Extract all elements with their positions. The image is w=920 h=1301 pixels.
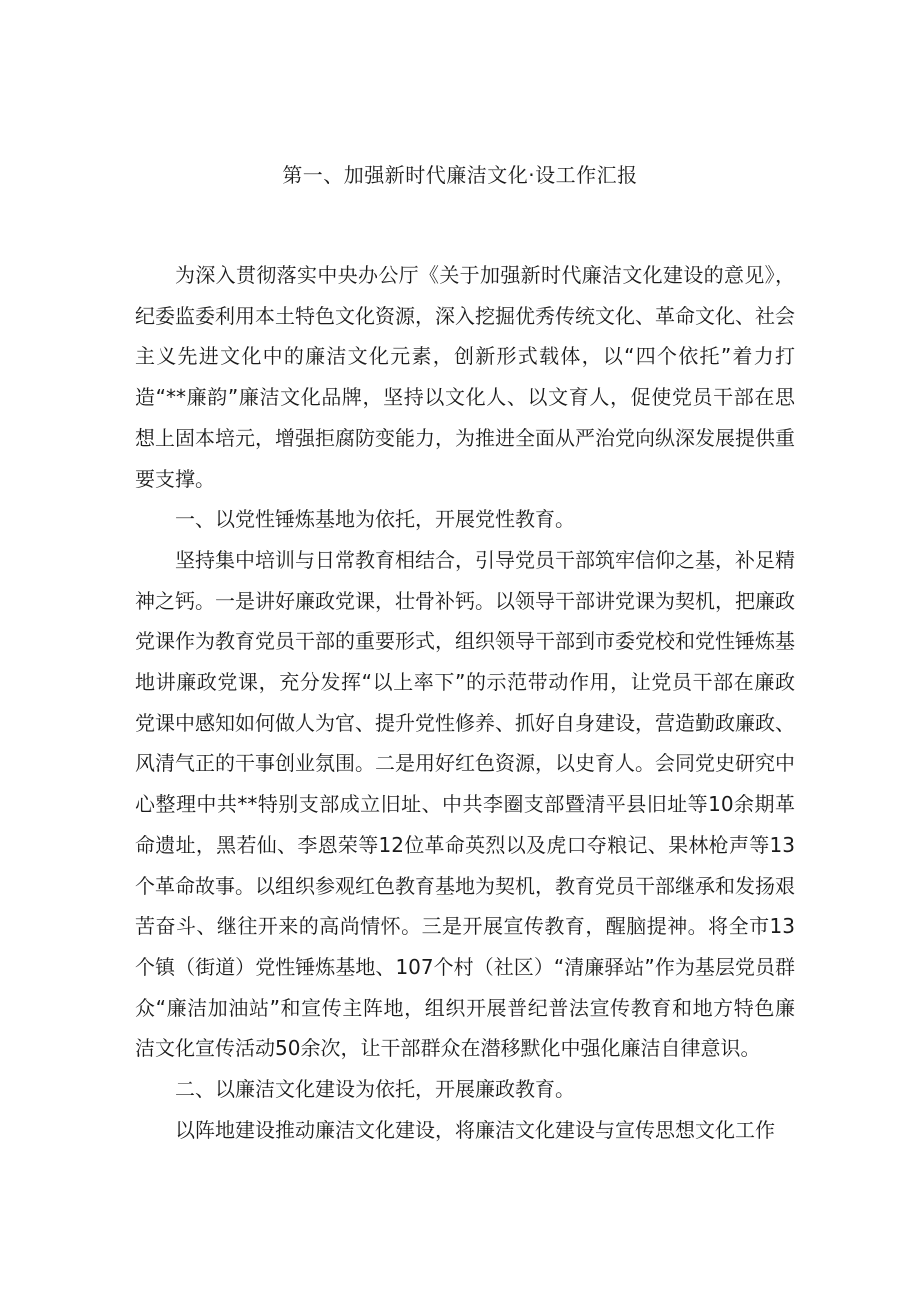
document-body: [135, 255, 795, 1150]
section-heading-2: 二、以廉洁文化建设为依托，开展廉政教育。: [175, 1077, 575, 1102]
document-title: 第一、加强新时代廉洁文化·设工作汇报: [282, 163, 638, 187]
section-1-paragraph: 坚持集中培训与日常教育相结合，引导党员干部筑牢信仰之基，补足精神之钙。一是讲好廉政党课，壮骨补钙。以领导干部讲党课为契机，把廉政党课作为教育党员干部的重要形式，组织领导干部到市委党校和党性锤炼基地讲廉政党课，充分发挥“以上率下”的示范带动作用，让党员干部在廉政党课中感知如何做人为官、提升党性修养、抓好自身建设，营造勤政廉政、风清气正的干事创业氛围。二是用好红色资源，以史育人。会同党史研究中心整理中共**特别支部成立旧址、中共李圈支部暨清平县旧址等10余期革命遗址，黑若仙、李恩荣等12位革命英烈以及虎口夺粮记、果林枪声等13个革命故事。以组织参观红色教育基地为契机，教育党员干部继承和发扬艰苦奋斗、继往开来的高尚情怀。三是开展宣传教育，醒脑提神。将全市13个镇（街道）党性锤炼基地、107个村（社区）“清廉驿站”作为基层党员群众“廉洁加油站”和宣传主阵地，组织开展普纪普法宣传教育和地方特色廉洁文化宣传活动50余次，让干部群众在潜移默化中强化廉洁自律意识。: [135, 547, 795, 1061]
section-2-paragraph: 以阵地建设推动廉洁文化建设，将廉洁文化建设与宣传思想文化工作: [175, 1117, 775, 1142]
intro-paragraph: 为深入贯彻落实中央办公厅《关于加强新时代廉洁文化建设的意见》，纪委监委利用本土特色文化资源，深入挖掘优秀传统文化、革命文化、社会主义先进文化中的廉洁文化元素，创新形式载体，以“四个依托”着力打造“**廉韵”廉洁文化品牌，坚持以文化人、以文育人，促使党员干部在思想上固本培元，增强拒腐防变能力，为推进全面从严治党向纵深发展提供重要支撑。: [135, 263, 795, 491]
section-heading-1: 一、以党性锤炼基地为依托，开展党性教育。: [175, 507, 575, 532]
